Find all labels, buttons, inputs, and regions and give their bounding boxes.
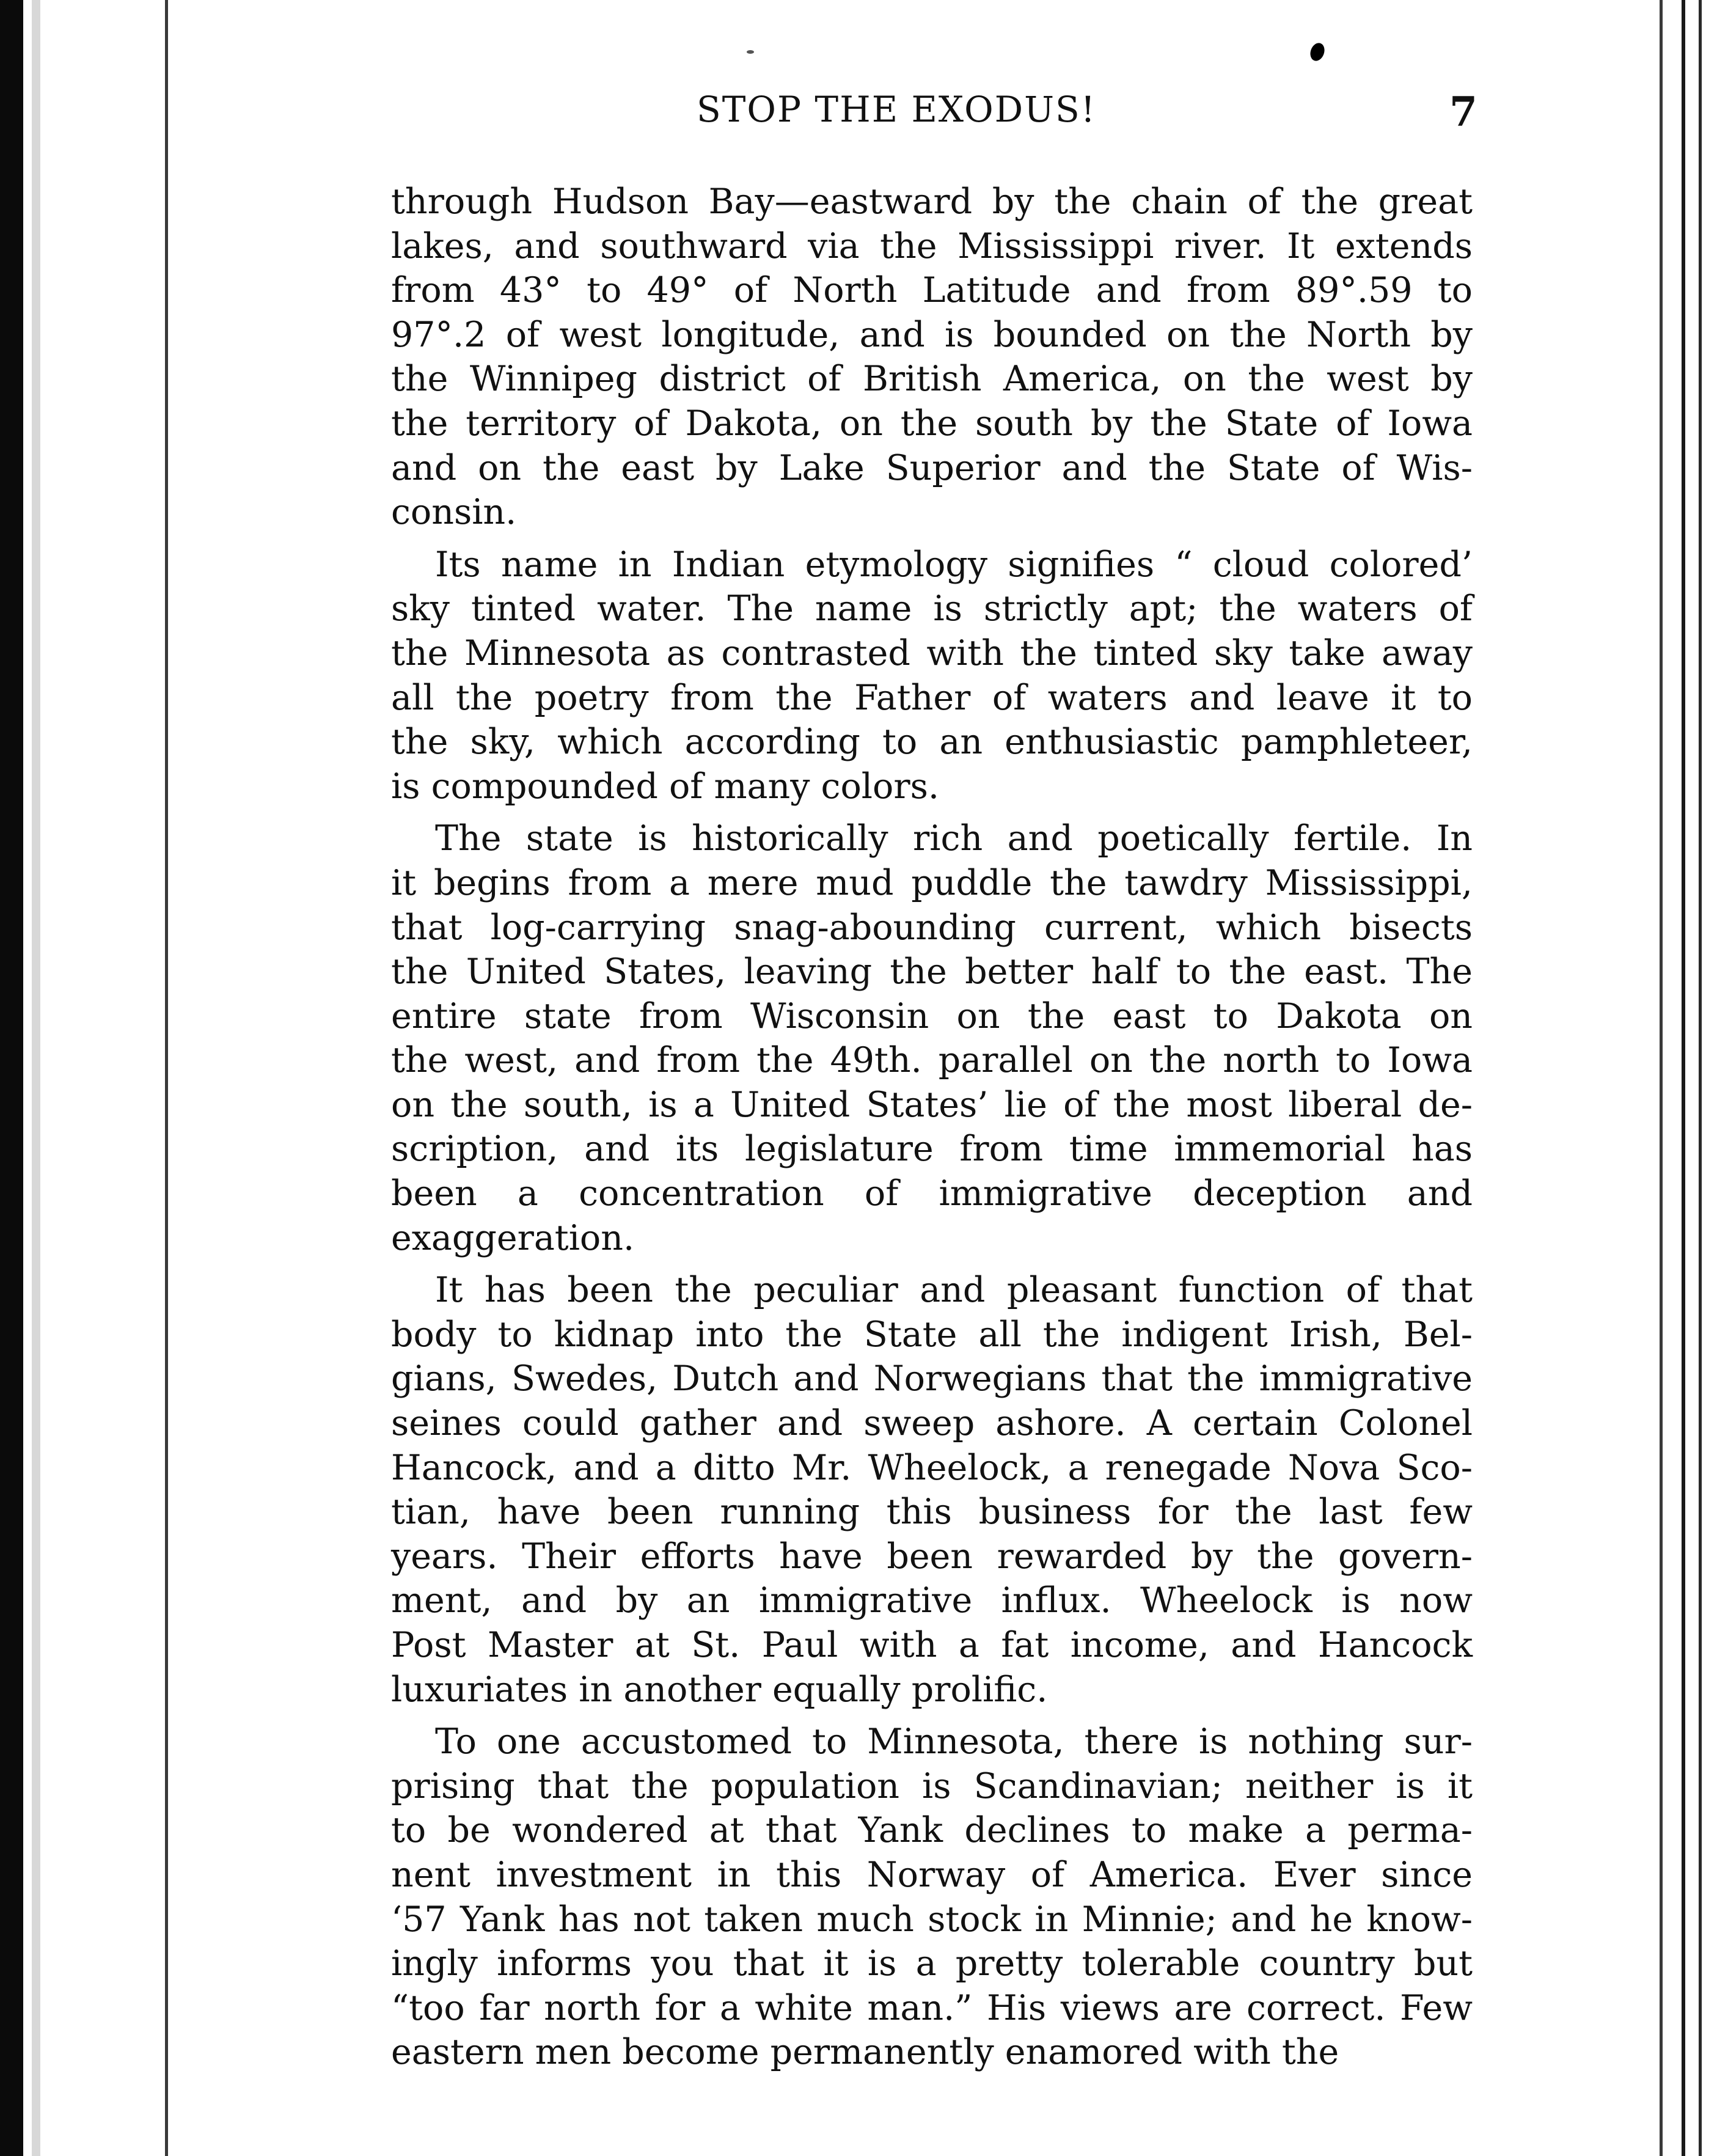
text-line: through Hudson Bay—eastward by the chain of the great bbox=[391, 182, 1473, 222]
text-line: been a concentration of immigrative deception and bbox=[391, 1173, 1473, 1214]
text-line: the sky, which according to an enthusiastic pamphleteer, bbox=[391, 722, 1473, 763]
text-line: body to kidnap into the State all the indigent Irish, Bel- bbox=[391, 1314, 1473, 1355]
text-line: “too far north for a white man.” His views are correct. Few bbox=[391, 1987, 1473, 2028]
text-line: Hancock, and a ditto Mr. Wheelock, a renegade Nova Sco- bbox=[391, 1447, 1473, 1488]
text-line: exaggeration. bbox=[391, 1217, 635, 1258]
text-line: the Minnesota as contrasted with the tinted sky take away bbox=[391, 632, 1473, 673]
page-right-edge bbox=[1660, 0, 1663, 2156]
text-line: all the poetry from the Father of waters and leave it to bbox=[391, 677, 1473, 718]
text-line: and on the east by Lake Superior and the State of Wis- bbox=[391, 447, 1473, 488]
text-line: consin. bbox=[391, 492, 517, 533]
text-line: the United States, leaving the better half to the east. The bbox=[391, 952, 1473, 992]
page-number: 7 bbox=[1449, 88, 1477, 136]
text-line: gians, Swedes, Dutch and Norwegians that the immigrative bbox=[391, 1358, 1473, 1399]
paragraph bbox=[391, 1268, 1473, 1712]
text-line: prising that the population is Scandinavian; neither is it bbox=[391, 1766, 1473, 1806]
text-line: It has been the peculiar and pleasant function of that bbox=[435, 1270, 1473, 1311]
text-line: lakes, and southward via the Mississippi river. It extends bbox=[391, 226, 1473, 266]
text-line: is compounded of many colors. bbox=[391, 766, 939, 807]
paragraph bbox=[391, 816, 1473, 1260]
running-head: STOP THE EXODUS! bbox=[697, 89, 1097, 130]
text-line: scription, and its legislature from time immemorial has bbox=[391, 1129, 1473, 1170]
text-line: entire state from Wisconsin on the east to Dakota on bbox=[391, 996, 1473, 1036]
text-line: to be wondered at that Yank declines to make a perma- bbox=[391, 1810, 1473, 1851]
paragraph bbox=[391, 1720, 1473, 2075]
text-line: tian, have been running this business for the last few bbox=[391, 1492, 1473, 1533]
text-line: ment, and by an immigrative influx. Wheelock is now bbox=[391, 1580, 1473, 1621]
text-line: the west, and from the 49th. parallel on the north to Iowa bbox=[391, 1040, 1473, 1081]
text-line: the territory of Dakota, on the south by the State of Iowa bbox=[391, 403, 1473, 444]
paragraph bbox=[391, 180, 1473, 535]
text-line: 97°.2 of west longitude, and is bounded on the North by bbox=[391, 314, 1473, 355]
body-text bbox=[391, 180, 1473, 2083]
text-line: luxuriates in another equally prolific. bbox=[391, 1669, 1048, 1710]
text-line: that log-carrying snag-abounding current, which bisects bbox=[391, 907, 1473, 948]
text-line: nent investment in this Norway of America. Ever since bbox=[391, 1854, 1473, 1895]
text-line: The state is historically rich and poetically fertile. In bbox=[435, 818, 1473, 859]
text-line: years. Their efforts have been rewarded by the govern- bbox=[391, 1536, 1473, 1577]
scan-right-line-outer bbox=[1699, 0, 1702, 2156]
scan-right-line bbox=[1682, 0, 1685, 2156]
page-left-edge bbox=[165, 0, 168, 2156]
scan-left-border bbox=[0, 0, 23, 2156]
text-line: from 43° to 49° of North Latitude and from 89°.59 to bbox=[391, 270, 1473, 311]
text-line: sky tinted water. The name is strictly apt; the waters of bbox=[391, 588, 1473, 629]
text-line: ingly informs you that it is a pretty tolerable country but bbox=[391, 1943, 1473, 1984]
text-line: it begins from a mere mud puddle the tawdry Mississippi, bbox=[391, 862, 1473, 903]
text-line: ‘57 Yank has not taken much stock in Minnie; and he know- bbox=[391, 1899, 1473, 1940]
text-line: on the south, is a United States’ lie of the most liberal de- bbox=[391, 1084, 1473, 1125]
text-line: eastern men become permanently enamored with the bbox=[391, 2032, 1339, 2073]
text-line: seines could gather and sweep ashore. A certain Colonel bbox=[391, 1403, 1473, 1444]
text-line: Its name in Indian etymology signifies “ cloud colored’ bbox=[435, 544, 1473, 585]
ink-speck-small bbox=[747, 50, 754, 54]
paragraph bbox=[391, 543, 1473, 809]
scan-left-border-inner bbox=[32, 0, 40, 2156]
text-line: Post Master at St. Paul with a fat income, and Hancock bbox=[391, 1625, 1473, 1665]
text-line: To one accustomed to Minnesota, there is nothing sur- bbox=[435, 1722, 1473, 1762]
text-line: the Winnipeg district of British America, on the west by bbox=[391, 359, 1473, 400]
